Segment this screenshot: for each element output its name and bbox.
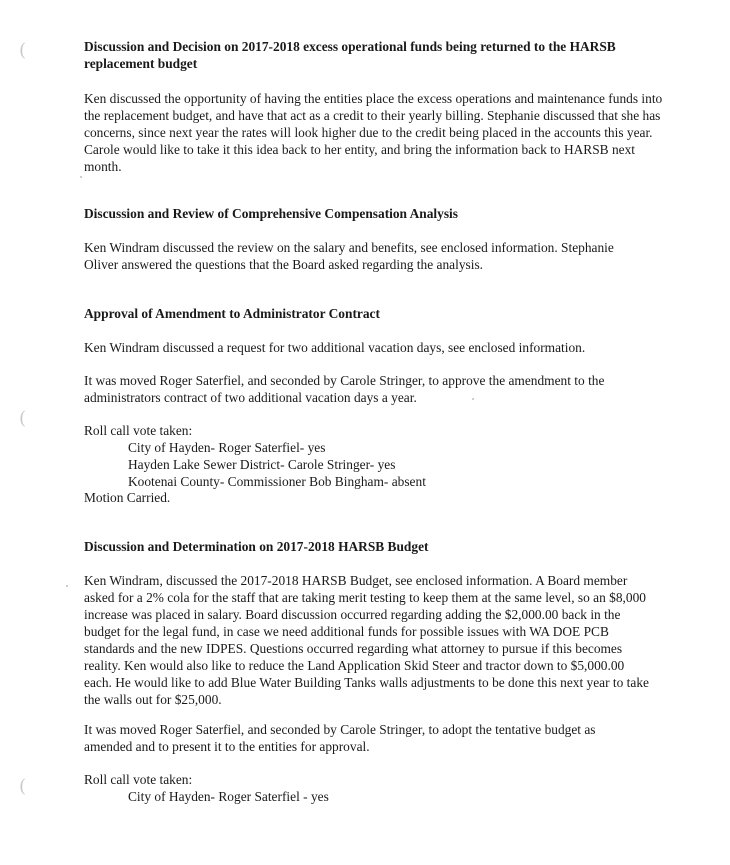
margin-mark: ( xyxy=(19,40,27,61)
roll-call-vote: City of Hayden- Roger Saterfiel - yes xyxy=(128,789,329,804)
margin-mark: ( xyxy=(19,776,27,797)
motion-paragraph: It was moved Roger Saterfiel, and seconded by Carole Stringer, to approve the amendment to the administrators contract of two additional vacation days a year. xyxy=(84,373,605,405)
roll-call-title: Roll call vote taken: xyxy=(84,423,193,438)
scan-speck xyxy=(66,585,68,587)
section-heading-budget: Discussion and Determination on 2017-2018 HARSB Budget xyxy=(84,539,429,554)
section-heading-administrator-contract: Approval of Amendment to Administrator Contract xyxy=(84,306,380,321)
roll-call-title: Roll call vote taken: xyxy=(84,772,193,787)
scan-speck xyxy=(80,176,82,178)
section-paragraph: Ken discussed the opportunity of having the entities place the excess operations and maintenance funds into the replacement budget, and have that act as a credit to their yearly billing. Stephanie discussed that she has concerns, since next year the rates will look higher due to the credit being placed in the accounts this year. Carole would like to take it this idea back to her entity, and bring the information back to HARSB next month. xyxy=(84,91,663,174)
roll-call-vote: Kootenai County- Commissioner Bob Bingham- absent xyxy=(128,474,426,489)
section-paragraph: Ken Windram discussed a request for two additional vacation days, see enclosed information. xyxy=(84,340,586,355)
margin-mark: ( xyxy=(19,408,27,429)
section-paragraph: Ken Windram, discussed the 2017-2018 HARSB Budget, see enclosed information. A Board member asked for a 2% cola for the staff that are taking merit testing to keep them at the same level, so an $8,000 increase was placed in salary. Board discussion occurred regarding adding the $2,000.00 back in the budget for the legal fund, in case we need additional funds for possible issues with WA DOE PCB standards and the new IDPES. Questions occurred regarding what attorney to pursue if this becomes reality. Ken would also like to reduce the Land Application Skid Steer and tractor down to $5,000.00 each. He would like to add Blue Water Building Tanks walls adjustments to be done this next year to take the walls out for $25,000. xyxy=(84,573,649,707)
motion-paragraph: It was moved Roger Saterfiel, and seconded by Carole Stringer, to adopt the tentative budget as amended and to present it to the entities for approval. xyxy=(84,722,596,754)
roll-call-vote: Hayden Lake Sewer District- Carole Stringer- yes xyxy=(128,457,396,472)
section-heading-excess-funds: Discussion and Decision on 2017-2018 excess operational funds being returned to the HARSB replacement budget xyxy=(84,39,616,71)
section-heading-compensation-analysis: Discussion and Review of Comprehensive Compensation Analysis xyxy=(84,206,458,221)
roll-call-vote: City of Hayden- Roger Saterfiel- yes xyxy=(128,440,326,455)
section-paragraph: Ken Windram discussed the review on the salary and benefits, see enclosed information. Stephanie Oliver answered the questions that the Board asked regarding the analysis. xyxy=(84,240,614,272)
motion-result: Motion Carried. xyxy=(84,490,171,505)
